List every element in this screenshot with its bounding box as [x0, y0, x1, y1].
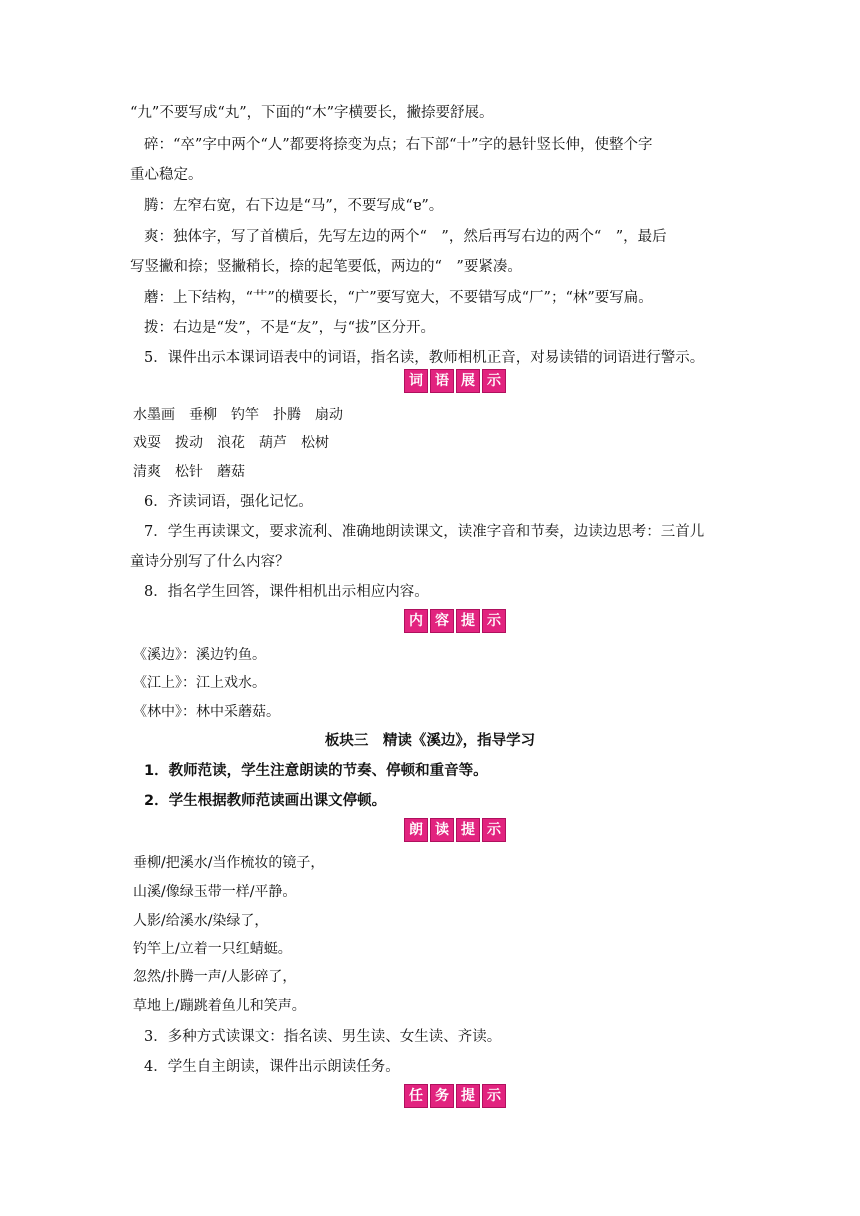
badge-char: 任: [404, 1084, 428, 1108]
poem-line: 人影/给溪水/染绿了，: [133, 913, 269, 929]
badge-char: 展: [456, 369, 480, 393]
text-line: 5．课件出示本课词语表中的词语，指名读，教师相机正音，对易读错的词语进行警示。: [144, 350, 705, 366]
badge-char: 语: [430, 369, 454, 393]
badge-char: 内: [404, 609, 428, 633]
content-line: 《林中》：林中采蘑菇。: [133, 704, 280, 720]
badge-char: 词: [404, 369, 428, 393]
text-line: “九”不要写成“丸”，下面的“木”字横要长，撇捺要舒展。: [130, 105, 494, 121]
poem-line: 山溪/像绿玉带一样/平静。: [133, 884, 297, 900]
word-list-line: 清爽 松针 蘑菇: [133, 464, 245, 480]
badge-char: 示: [482, 1084, 506, 1108]
poem-line: 草地上/蹦跳着鱼儿和笑声。: [133, 998, 306, 1014]
poem-line: 忽然/扑腾一声/人影碎了，: [133, 969, 297, 985]
badge-content-hint: [398, 609, 512, 633]
badge-reading-hint: [398, 818, 512, 842]
text-line: 蘑：上下结构，“艹”的横要长，“广”要写宽大，不要错写成“厂”；“林”要写扁。: [144, 290, 653, 306]
text-line: 7．学生再读课文，要求流利、准确地朗读课文，读准字音和节奏，边读边思考：三首儿: [144, 524, 705, 540]
text-line: 写竖撇和捺；竖撇稍长，捺的起笔要低，两边的“ ”要紧凑。: [130, 259, 522, 275]
text-line: 1．教师范读，学生注意朗读的节奏、停顿和重音等。: [144, 763, 488, 779]
text-line: 3．多种方式读课文：指名读、男生读、女生读、齐读。: [144, 1029, 502, 1045]
section-heading: 板块三 精读《溪边》，指导学习: [324, 733, 536, 749]
badge-char: 提: [456, 818, 480, 842]
badge-char: 务: [430, 1084, 454, 1108]
text-line: 爽：独体字，写了首横后，先写左边的两个“ ”，然后再写右边的两个“ ”，最后: [144, 229, 667, 245]
text-line: 重心稳定。: [130, 167, 203, 183]
text-line: 腾：左窄右宽，右下边是“马”，不要写成“ɐ”。: [144, 198, 444, 214]
text-line: 碎：“卒”字中两个“人”都要将捺变为点；右下部“十”字的悬针竖长伸，使整个字: [144, 137, 653, 153]
badge-task-hint: [398, 1084, 512, 1108]
badge-char: 示: [482, 369, 506, 393]
badge-char: 示: [482, 609, 506, 633]
text-line: 4．学生自主朗读，课件出示朗读任务。: [144, 1059, 400, 1075]
badge-char: 朗: [404, 818, 428, 842]
badge-char: 提: [456, 1084, 480, 1108]
badge-char: 提: [456, 609, 480, 633]
text-line: 童诗分别写了什么内容？: [130, 554, 290, 570]
text-line: 8．指名学生回答，课件相机出示相应内容。: [144, 584, 429, 600]
text-line: 2．学生根据教师范读画出课文停顿。: [144, 793, 387, 809]
badge-char: 容: [430, 609, 454, 633]
badge-word-display: [398, 369, 512, 393]
word-list-line: 戏耍 拨动 浪花 葫芦 松树: [133, 435, 329, 451]
badge-char: 读: [430, 818, 454, 842]
poem-line: 垂柳/把溪水/当作梳妆的镜子，: [133, 855, 325, 871]
content-line: 《溪边》：溪边钓鱼。: [133, 647, 266, 663]
word-list-line: 水墨画 垂柳 钓竿 扑腾 扇动: [133, 407, 343, 423]
text-line: 拨：右边是“发”，不是“友”，与“拔”区分开。: [144, 320, 435, 336]
badge-char: 示: [482, 818, 506, 842]
content-line: 《江上》：江上戏水。: [133, 675, 266, 691]
poem-line: 钓竿上/立着一只红蜻蜓。: [133, 941, 292, 957]
text-line: 6．齐读词语，强化记忆。: [144, 494, 313, 510]
